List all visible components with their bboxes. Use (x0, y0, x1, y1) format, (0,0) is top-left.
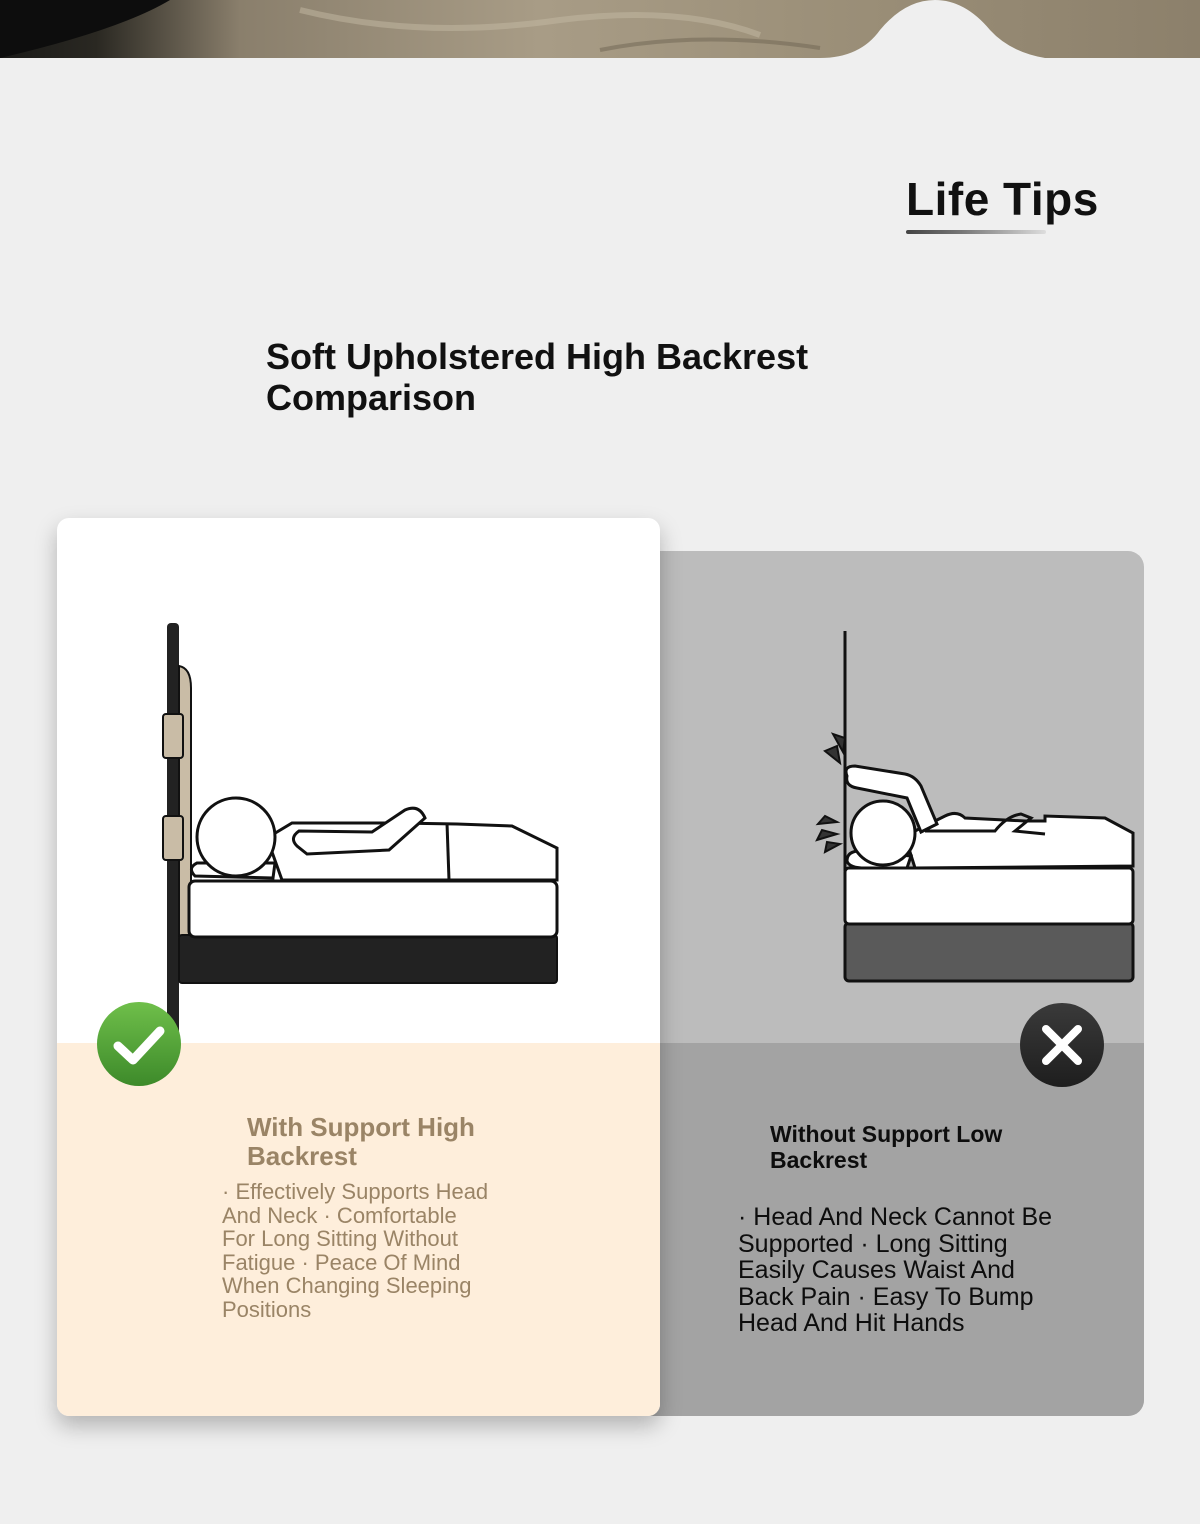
section-title: Soft Upholstered High Backrest Comparison (266, 336, 809, 418)
check-badge (96, 1001, 182, 1087)
top-banner-photo (0, 0, 1200, 70)
high-backrest-bed-illustration (157, 618, 577, 1043)
cross-icon (1019, 1002, 1105, 1088)
check-icon (96, 1001, 182, 1087)
with-support-heading: With Support High Backrest (247, 1112, 475, 1171)
low-backrest-bed-illustration (725, 626, 1144, 991)
without-support-drawbacks: · Head And Neck Cannot Be Supported · Long Sitting Easily Causes Waist And Back Pain · Easy To Bump Head And Hit Hands (738, 1203, 1053, 1337)
title-underline (906, 230, 1046, 234)
cross-badge (1019, 1002, 1105, 1088)
without-support-heading: Without Support Low Backrest (770, 1121, 1003, 1173)
with-support-benefits: · Effectively Supports Head And Neck · Comfortable For Long Sitting Without Fatigue · Peace Of Mind When Changing Sleeping Positions (222, 1179, 489, 1322)
life-tips-title: Life Tips (906, 173, 1099, 225)
